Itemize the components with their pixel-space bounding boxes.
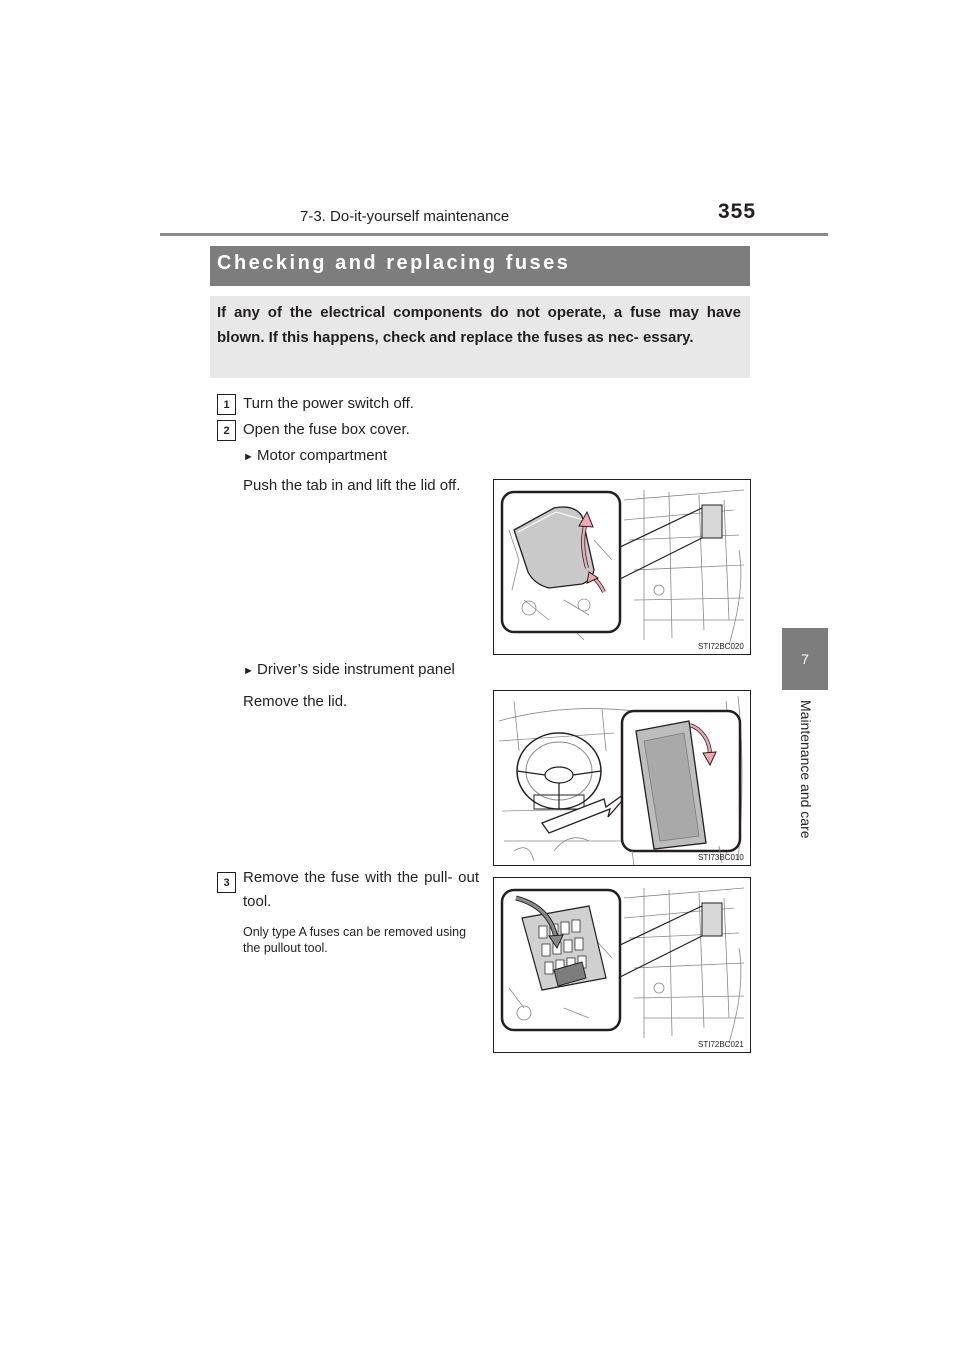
step-badge-2: 2 xyxy=(217,420,236,441)
substep-2-text: Remove the lid. xyxy=(243,693,348,710)
step-3-text: Remove the fuse with the pull- out tool. xyxy=(243,869,479,910)
section-title: 7-3. Do-it-yourself maintenance xyxy=(300,208,510,225)
header-rule xyxy=(160,233,828,236)
page-heading: Checking and replacing fuses xyxy=(217,252,571,274)
page-number: 355 xyxy=(718,200,757,223)
chapter-tab-label-wrap xyxy=(782,700,828,1000)
step-badge-1: 1 xyxy=(217,394,236,415)
intro-text: If any of the electrical components do not operate, a fuse may have blown. If this happens, check and replace the fuses as nec- essary. xyxy=(217,304,741,346)
figure-code-1: STI72BC020 xyxy=(698,642,744,651)
figure-code-3: STI72BC021 xyxy=(698,1040,744,1049)
figure-motor-compartment xyxy=(493,479,751,655)
figure-instrument-panel xyxy=(493,690,751,866)
step-1-text: Turn the power switch off. xyxy=(243,395,414,412)
fuse-box-illustration-2 xyxy=(494,691,750,865)
chapter-tab-label: Maintenance and care xyxy=(798,700,814,839)
substep-2-heading: Driver’s side instrument panel xyxy=(257,661,455,678)
fuse-box-illustration-1 xyxy=(494,480,750,654)
step-badge-3: 3 xyxy=(217,872,236,893)
arrow-bullet-icon: ► xyxy=(243,451,254,463)
chapter-tab-number: 7 xyxy=(782,628,828,690)
substep-1-text: Push the tab in and lift the lid off. xyxy=(243,477,461,494)
figure-code-2: STI73BC010 xyxy=(698,853,744,862)
substep-1-heading: Motor compartment xyxy=(257,447,388,464)
figure-pullout-tool xyxy=(493,877,751,1053)
step-2-text: Open the fuse box cover. xyxy=(243,421,410,438)
step-3-note: Only type A fuses can be removed using the pullout tool. xyxy=(243,925,467,955)
fuse-box-illustration-3 xyxy=(494,878,750,1052)
arrow-bullet-icon: ► xyxy=(243,665,254,677)
